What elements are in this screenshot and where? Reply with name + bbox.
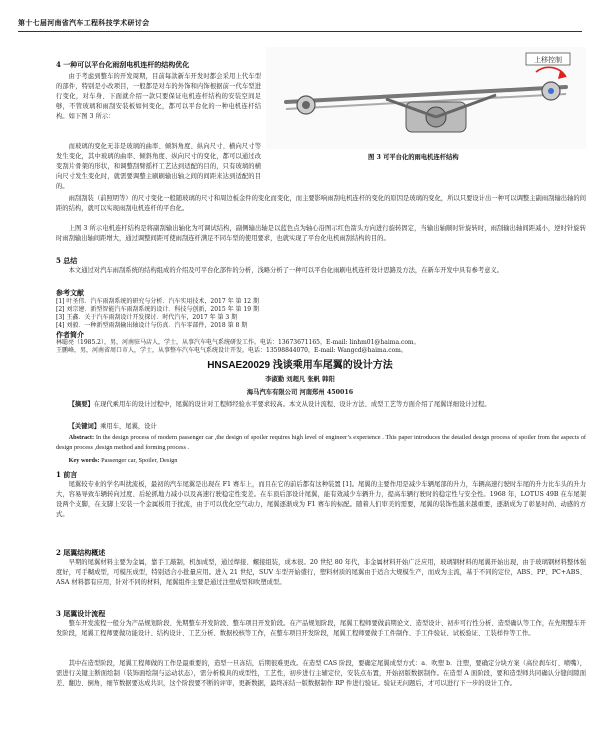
s3-para2: 其中在造型阶段，尾翼工程师做的工作是最重要的，造型一旦冻结，后期很难更改。在造型 CAS 阶段，要确定尾翼成型方式：a．吹塑 b．注塑，要确定分块方案（高位刹车灯、喷嘴），需进行关键主断面绘制（装饰面绘制与运动状态），需分析模具的成型性，工艺性，初步进行主辅定位，安装点布置，开始初版数据制作。在造型 A 面阶段，要和造型师共同确认分缝间隙面差、翻边、倒角，细节数据要达成共识，这个阶段要不断的评审，更新数据，最终冻结一版数据制作 RP 件进行验证。验证无问题后，才可以进行下一步的设计工作。	[56, 660, 586, 687]
journal-header: 第十七届河南省汽车工程科技学术研讨会	[18, 18, 150, 27]
s1-para: 尾翼较专业的学名叫扰流板，最初的汽车尾翼是出现在 F1 赛车上，而且在它的前后都有这种装置 [1]。尾翼的主要作用是减少车辆尾部的升力，车辆高速行驶时车尾的升力比车头的升力大，容易导致车辆转向过度、后轮抓地力减小以及高速行驶稳定性变差。在车顶后部设计尾翼，能有效减少车辆升力，提高车辆行驶时的稳定性与安全性。1968 年，LOTUS 49B 在车尾架设两个支脚，在支脚上安装一个金属板用于扰流，由于可以优化空气动力，尾翼逐渐成为 F1 赛车的标配。随着人们审美的需要，尾翼的装饰性越来越重要，逐渐成为了彰显时尚、动感的方式。	[56, 481, 586, 518]
reference-item: [3] 王鑫．关于汽车雨刮设计开发探讨．时代汽车，2017 年 第 3 期	[56, 314, 238, 321]
keywords-en	[56, 456, 586, 466]
section4-heading: 4 一种可以平台化雨刮电机连杆的结构优化	[56, 60, 190, 69]
article2-title: HNSAE20029 浅谈乘用车尾翼的设计方法	[207, 360, 393, 371]
reference-item: [2] 刘宗建．新型智能汽车雨刮系统的设计．科技与创新，2015 年 第 19 期	[56, 306, 259, 313]
s2-heading: 2 尾翼结构概述	[56, 548, 106, 557]
section4-para3: 雨刮刮装（前照明等）的尺寸变化一般随玻璃的尺寸和周边板金件的变化而变化，而主要影响雨刮电机连杆的变化的原因是玻璃的变化，所以只要设计出一种可以调整主副雨刮输出轴的间距的结构，就可以实现雨刮电机连杆的平台化。	[56, 195, 586, 212]
abstract-cn-label: 【摘要】	[68, 401, 94, 408]
references-heading: 参考文献	[56, 288, 84, 297]
author-intro-item: 王鹏峰，男，河南省周口市人，学士，从事整车汽车电气系统设计开发。电话：13598844070，E-mail: Wangcd@haima.com。	[56, 347, 407, 354]
keywords-en-label: Key words:	[68, 457, 100, 464]
abstract-en-label: Abstract:	[68, 434, 95, 441]
figure-wiper-linkage	[266, 47, 586, 149]
figure-legend-label: 上移控制	[534, 56, 562, 64]
figure-caption: 图 3 可平台化的雨电机连杆结构	[368, 154, 459, 161]
reference-item: [4] 刘毅．一种新型雨刮输出轴设计与仿真．汽车零部件，2018 第 8 期	[56, 322, 248, 329]
article2-affiliation: 海马汽车有限公司 河南郑州 450016	[246, 389, 354, 396]
keywords-cn-label: 【关键词】	[68, 423, 101, 430]
author-intro-heading: 作者简介	[56, 330, 84, 339]
keywords-en-text: Passenger car, Spoiler, Design	[101, 457, 178, 464]
reference-item: [1] 叶圣伟．汽车雨刮系统的研究与分析．汽车实用技术，2017 年 第 12 期	[56, 298, 259, 305]
abstract-en-text: In the design process of modern passenger car ,the design of spoiler requires high level of engineer’s experience . This paper introduces the detailed design process of spoiler from the aspects of design process ,design method and forming process .	[56, 434, 587, 451]
section4-para2: 而玻璃的变化无非是玻璃的曲率、倾斜角度、纵向尺寸、横向尺寸等发生变化，其中玻璃的曲率、倾斜角度、纵向尺寸的变化，都可以通过改变刮片骨架的形状，和调整刮臂摇杆工艺达到适配的目的，只有玻璃的横向尺寸发生变化时，就需要调整主刷刷输出轴之间的间距来达到适配的目的。	[56, 143, 261, 190]
s1-heading: 1 前言	[56, 470, 78, 479]
article2-authors: 李淑勤 刘超凡 张帆 韩阳	[265, 376, 335, 383]
section5-heading: 5 总结	[56, 256, 78, 265]
s3-heading: 3 尾翼设计流程	[56, 609, 106, 618]
section4-para1: 由于考虑到整车的开发周期，目前每款新车开发时都会采用上代车型的部件，特别是小改项目，一般都是对车的外饰和内饰根据前一代车型进行变化，对车身、下面就介绍一款只要保证电机连杆结构的安装空间足够，不管玻璃和雨刮安装板如何变化，都可以平台化的一种电机连杆结构。如下图 3 所示：	[56, 73, 261, 120]
author-intro-item: 林聪亮（1985.2），男，河南驻马店人，学士，从事汽车电气系统研发工作。电话：13673671165，E-mail: linhm01@haima.com。	[56, 339, 420, 346]
s3-para1: 整车开发流程一般分为产品规划阶段、先期整车开发阶段、整车项目开发阶段。在产品规划阶段，尾翼工程师要做前期论文、造型设计、初步可行性分析、造型确认等工作，在先期整车开发阶段，尾翼工程师要做功能设计、结构设计、工艺分析、数据校核等工作，在整车项目开发阶段，尾翼工程师要做手工件制作、手工件验证、试板验证、工装样件等工作。	[56, 620, 586, 637]
keywords-cn-text: 乘用车，尾翼，设计	[100, 423, 157, 430]
wiper-linkage-drawing	[266, 47, 586, 149]
abstract-en	[56, 433, 586, 453]
keywords-cn	[56, 422, 586, 432]
header-rule	[18, 31, 582, 32]
abstract-cn-text: 在现代乘用车的设计过程中，尾翼的设计对工程师经验水平要求较高。本文从设计流程、设计方法、成型工艺等方面介绍了尾翼详细设计过程。	[93, 401, 491, 408]
section4-para4: 上图 3 所示电机连杆结构是将副刮输出轴化为可调试结构，副侧输出轴是以蓝色点为轴心沿图示红色箭头方向进行旋转固定，当输出轴顺时针旋转时，雨刮输出轴间距减小，逆时针旋转时雨刮输出轴间距增大，通过调整间距可使雨刮连杆满足不同车型的使用要求，也就实现了平台化电机雨刮结构的目的。	[56, 225, 586, 242]
section5-para: 本文通过对汽车雨刮系统的结构组成的介绍及可平台化部件的分析，浅略分析了一种可以平台化雨刷电机连杆设计思路及方法，在新车开发中具有参考意义。	[68, 267, 504, 274]
abstract-cn	[56, 400, 586, 410]
s2-para: 早期的尾翼材料主要为金属，靠手工敲制，机加成型，通过焊接、螺接组装，成本很。20 世纪 80 年代，非金属材料开始广泛应用，玻璃钢材料的尾翼开始出现，由于玻璃钢材料整体强度好，可手糊成型，可模压成型，特别适合小批量应用。进入 21 世纪，SUV 车型开始盛行，塑料材质的尾翼由于适合大规模生产，而成为主流，基于不同的定位，ABS、PP、PC+ABS、ASA 材料都有应用，针对不同的材料，尾翼组件主要是通过注塑成型和吹塑成型。	[56, 559, 586, 586]
